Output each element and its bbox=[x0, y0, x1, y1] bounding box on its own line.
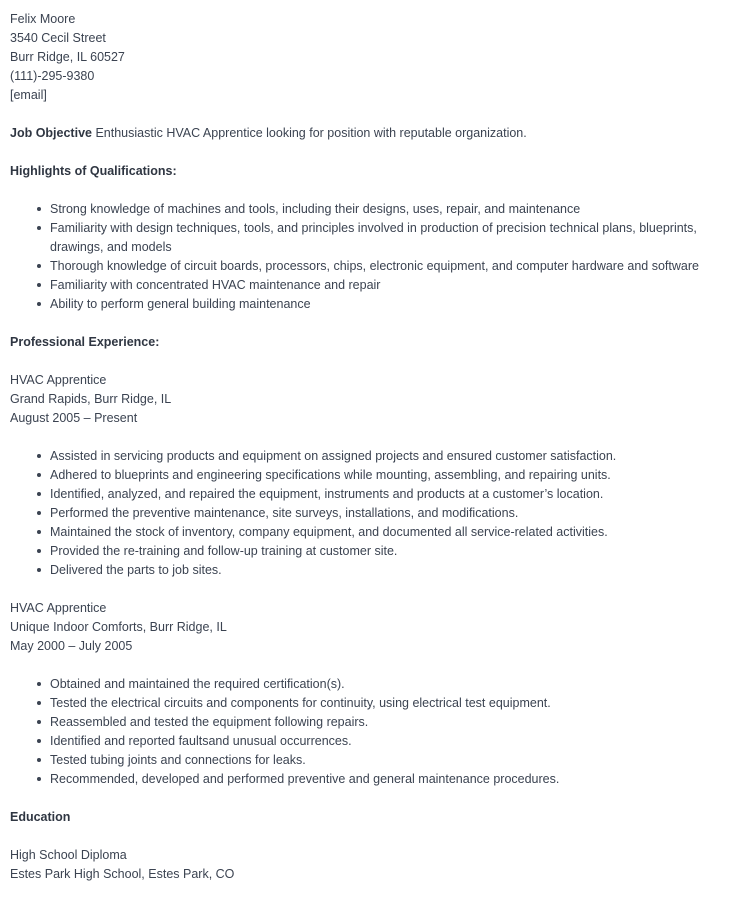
qualifications-heading: Highlights of Qualifications: bbox=[10, 164, 177, 178]
job-block bbox=[10, 599, 741, 656]
list-item: Tested tubing joints and connections for leaks. bbox=[50, 751, 741, 770]
list-item: Identified and reported faultsand unusual occurrences. bbox=[50, 732, 741, 751]
objective-label: Job Objective bbox=[10, 126, 92, 140]
contact-block bbox=[10, 10, 741, 105]
list-item: Strong knowledge of machines and tools, including their designs, uses, repair, and maintenance bbox=[50, 200, 741, 219]
contact-email: [email] bbox=[10, 88, 47, 102]
contact-street: 3540 Cecil Street bbox=[10, 31, 106, 45]
contact-phone: (111)-295-9380 bbox=[10, 69, 95, 83]
list-item: Reassembled and tested the equipment following repairs. bbox=[50, 713, 741, 732]
objective-text: Enthusiastic HVAC Apprentice looking for position with reputable organization. bbox=[91, 126, 527, 140]
list-item: Ability to perform general building maintenance bbox=[50, 295, 741, 314]
experience-heading: Professional Experience: bbox=[10, 335, 160, 349]
contact-name: Felix Moore bbox=[10, 12, 76, 26]
job-company: Grand Rapids, Burr Ridge, IL bbox=[10, 392, 172, 406]
list-item: Performed the preventive maintenance, site surveys, installations, and modifications. bbox=[50, 504, 741, 523]
list-item: Provided the re-training and follow-up training at customer site. bbox=[50, 542, 741, 561]
list-item: Recommended, developed and performed preventive and general maintenance procedures. bbox=[50, 770, 741, 789]
contact-city: Burr Ridge, IL 60527 bbox=[10, 50, 125, 64]
list-item: Identified, analyzed, and repaired the equipment, instruments and products at a customer’s location. bbox=[50, 485, 741, 504]
list-item: Obtained and maintained the required certification(s). bbox=[50, 675, 741, 694]
list-item: Delivered the parts to job sites. bbox=[50, 561, 741, 580]
job-block bbox=[10, 371, 741, 428]
qualifications-list bbox=[10, 200, 741, 314]
education-block bbox=[10, 846, 741, 884]
list-item: Adhered to blueprints and engineering specifications while mounting, assembling, and repairing units. bbox=[50, 466, 741, 485]
job-duties-list bbox=[10, 675, 741, 789]
education-degree: High School Diploma bbox=[10, 848, 127, 862]
job-company: Unique Indoor Comforts, Burr Ridge, IL bbox=[10, 620, 227, 634]
list-item: Assisted in servicing products and equipment on assigned projects and ensured customer satisfaction. bbox=[50, 447, 741, 466]
education-heading: Education bbox=[10, 810, 71, 824]
job-dates: August 2005 – Present bbox=[10, 411, 138, 425]
job-dates: May 2000 – July 2005 bbox=[10, 639, 133, 653]
objective-line bbox=[10, 124, 741, 143]
job-title: HVAC Apprentice bbox=[10, 601, 107, 615]
list-item: Tested the electrical circuits and components for continuity, using electrical test equipment. bbox=[50, 694, 741, 713]
list-item: Thorough knowledge of circuit boards, processors, chips, electronic equipment, and computer hardware and software bbox=[50, 257, 741, 276]
education-school: Estes Park High School, Estes Park, CO bbox=[10, 867, 235, 881]
list-item: Familiarity with design techniques, tools, and principles involved in production of precision technical plans, blueprints, drawings, and models bbox=[50, 219, 741, 257]
list-item: Maintained the stock of inventory, company equipment, and documented all service-related activities. bbox=[50, 523, 741, 542]
job-title: HVAC Apprentice bbox=[10, 373, 107, 387]
job-duties-list bbox=[10, 447, 741, 580]
list-item: Familiarity with concentrated HVAC maintenance and repair bbox=[50, 276, 741, 295]
